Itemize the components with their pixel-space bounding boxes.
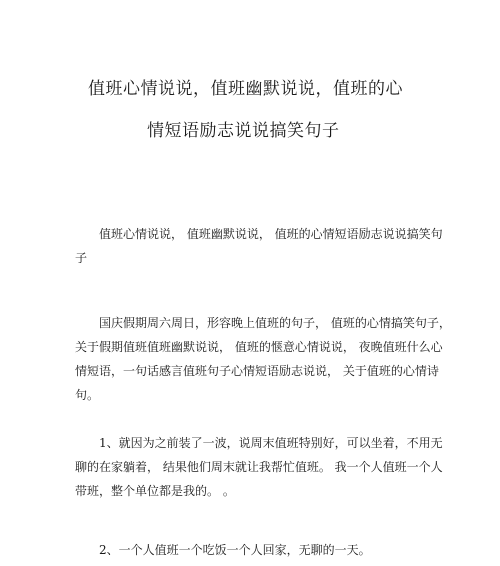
paragraph-line: 带班，整个单位都是我的。 。: [75, 484, 235, 498]
lead-paragraph: [75, 311, 451, 407]
paragraph-line: 子: [75, 251, 88, 265]
paragraph-line: 关于假期值班值班幽默说说， 值班的惬意心情说说， 夜晚值班什么心: [75, 340, 443, 354]
paragraph-line: 2、一个人值班一个吃饭一个人回家，无聊的一天。: [75, 543, 371, 557]
paragraph-line: 值班心情说说， 值班幽默说说， 值班的心情短语励志说说搞笑句: [75, 227, 443, 241]
document-title-line-1: 值班心情说说，值班幽默说说，值班的心: [88, 79, 403, 99]
paragraph-line: 聊的在家躺着， 结果他们周末就让我帮忙值班。 我一个人值班一个人: [75, 460, 443, 474]
intro-paragraph: [75, 222, 443, 270]
list-item-2: [75, 538, 431, 562]
list-item-1: [75, 431, 443, 503]
paragraph-line: 情短语，一句话感言值班句子心情短语励志说说， 关于值班的心情诗: [75, 364, 439, 378]
paragraph-line: 国庆假期周六周日，形容晚上值班的句子， 值班的心情搞笑句子，: [75, 316, 451, 330]
paragraph-line: 句。: [75, 388, 100, 402]
paragraph-line: 1、就因为之前装了一波，说周末值班特别好，可以坐着，不用无: [75, 436, 443, 450]
document-title-line-2: 情短语励志说说搞笑句子: [147, 121, 340, 141]
